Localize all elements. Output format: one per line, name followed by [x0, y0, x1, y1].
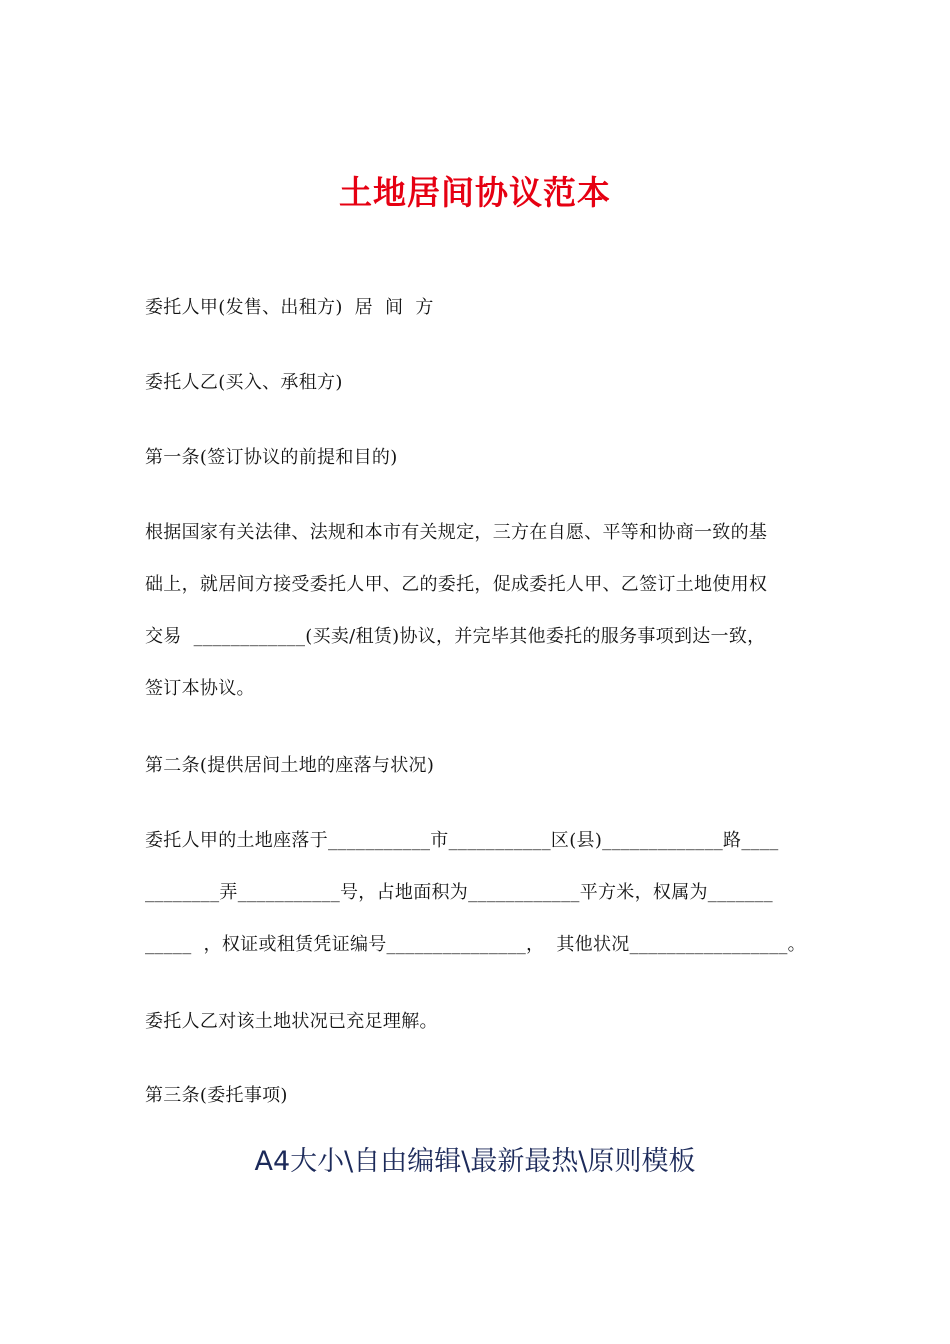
- article-2-heading: 第二条(提供居间土地的座落与状况): [145, 755, 435, 776]
- article-2-text-line-2: ________弄___________号，占地面积为____________平方米，权属为_______: [145, 882, 773, 903]
- article-1-text-line-2: 础上，就居间方接受委托人甲、乙的委托，促成委托人甲、乙签订土地使用权: [145, 574, 768, 595]
- document-title: 土地居间协议范本: [339, 173, 611, 212]
- article-3-heading: 第三条(委托事项): [145, 1085, 288, 1106]
- article-1-text-line-4: 签订本协议。: [145, 678, 255, 699]
- party-b-line: 委托人乙(买入、承租方): [145, 372, 343, 393]
- article-2-text-line-3: _____ ，权证或租赁凭证编号_______________， 其他状况_________________。: [145, 934, 806, 955]
- party-a-line: 委托人甲(发售、出租方) 居 间 方: [145, 297, 434, 318]
- article-1-text-line-3: 交易 ____________(买卖/租赁)协议，并完毕其他委托的服务事项到达一致，: [145, 626, 766, 647]
- article-1-text-line-1: 根据国家有关法律、法规和本市有关规定，三方在自愿、平等和协商一致的基: [145, 522, 768, 543]
- article-2-text-line-1: 委托人甲的土地座落于___________市___________区(县)_____________路____: [145, 830, 779, 851]
- party-b-understanding-line: 委托人乙对该土地状况已充足理解。: [145, 1011, 438, 1032]
- article-1-heading: 第一条(签订协议的前提和目的): [145, 447, 398, 468]
- footer-banner: A4大小\自由编辑\最新最热\原则模板: [254, 1146, 696, 1177]
